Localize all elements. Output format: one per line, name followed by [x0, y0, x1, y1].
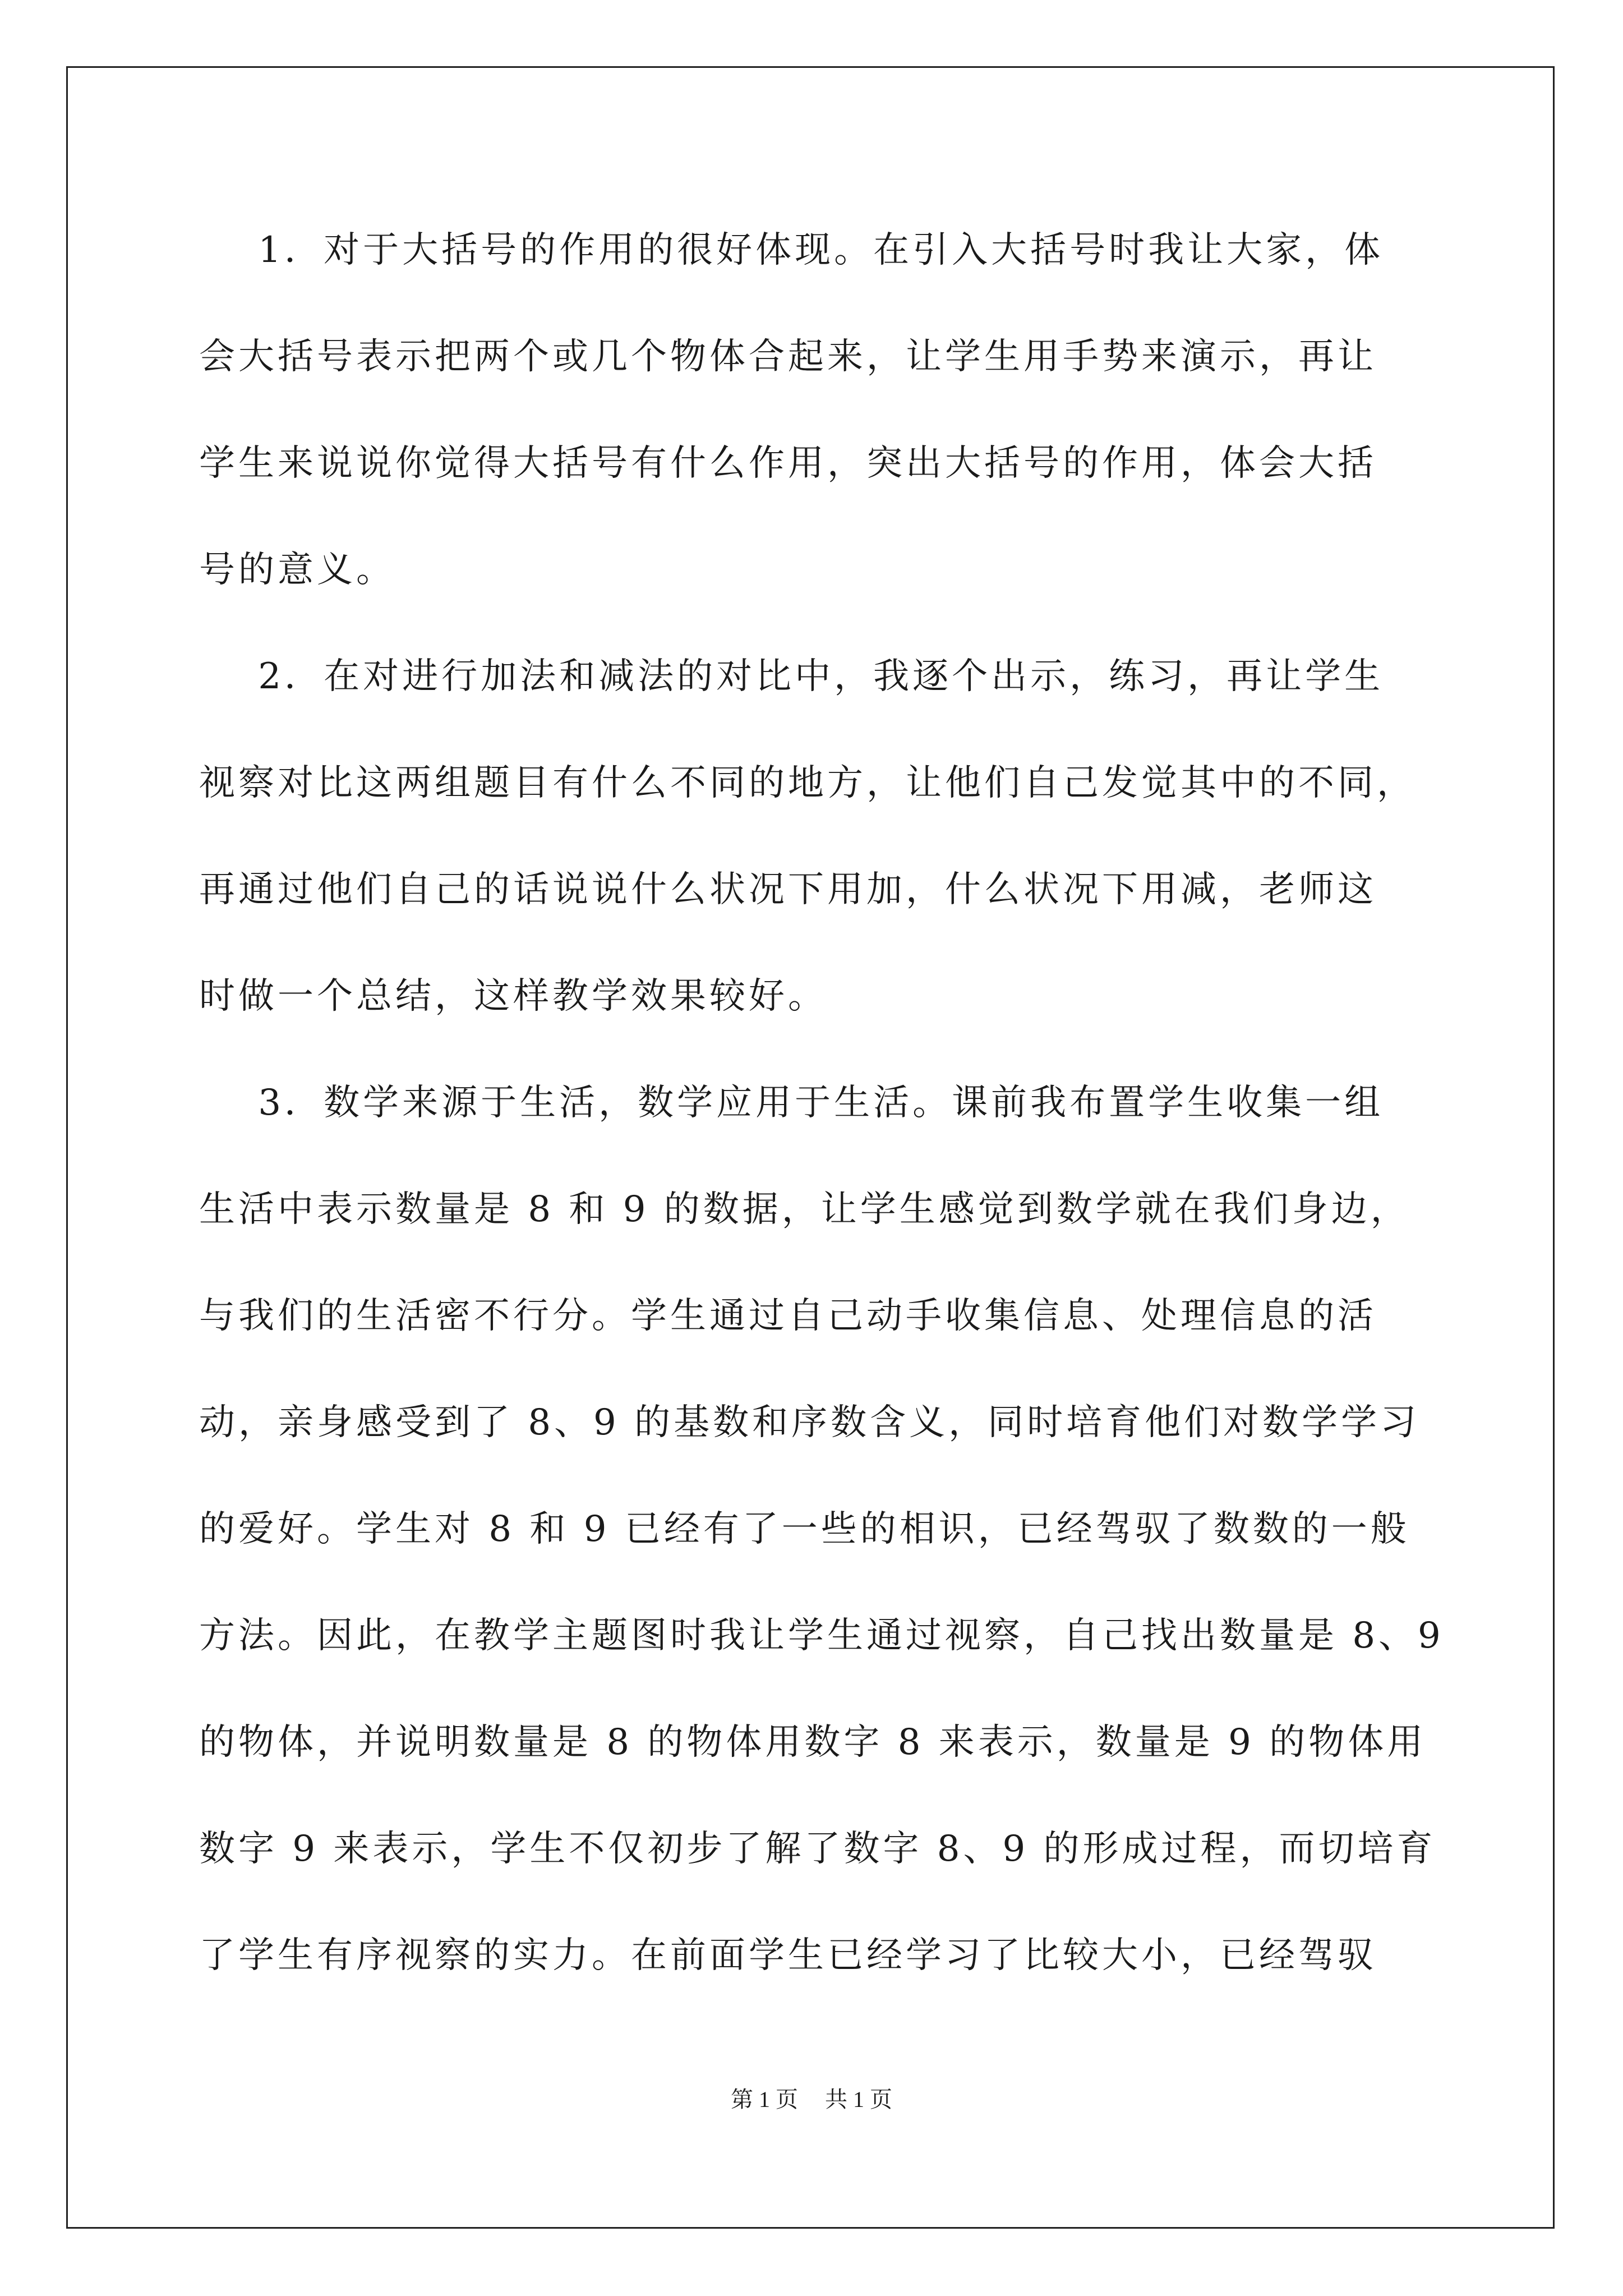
text-line: 动，亲身感受到了 8、9 的基数和序数含义，同时培育他们对数学学习: [199, 1402, 1420, 1443]
page-total: 共 1 页: [825, 2087, 892, 2112]
text-line: 2．在对进行加法和减法的对比中，我逐个出示，练习，再让学生: [199, 656, 1384, 697]
text-line: 时做一个总结，这样教学效果较好。: [199, 976, 827, 1017]
text-line: 学生来说说你觉得大括号有什么作用，突出大括号的作用，体会大括: [199, 443, 1377, 484]
text-line: 的物体，并说明数量是 8 的物体用数字 8 来表示，数量是 9 的物体用: [199, 1722, 1427, 1763]
text-line: 会大括号表示把两个或几个物体合起来，让学生用手势来演示，再让: [199, 336, 1377, 378]
text-line: 3．数学来源于生活，数学应用于生活。课前我布置学生收集一组: [199, 1082, 1384, 1124]
text-line: 方法。因此，在教学主题图时我让学生通过视察，自己找出数量是 8、9: [199, 1615, 1444, 1657]
text-line: 了学生有序视察的实力。在前面学生已经学习了比较大小，已经驾驭: [199, 1935, 1377, 1976]
text-line: 1．对于大括号的作用的很好体现。在引入大括号时我让大家，体: [199, 229, 1384, 271]
text-line: 号的意义。: [199, 549, 395, 591]
page-number: 第 1 页: [731, 2087, 798, 2112]
page-border: [66, 66, 1555, 2229]
text-line: 视察对比这两组题目有什么不同的地方，让他们自己发觉其中的不同，: [199, 762, 1416, 804]
text-line: 数字 9 来表示，学生不仅初步了解了数字 8、9 的形成过程，而切培育: [199, 1828, 1436, 1870]
text-line: 与我们的生活密不行分。学生通过自己动手收集信息、处理信息的活: [199, 1295, 1377, 1337]
text-line: 再通过他们自己的话说说什么状况下用加，什么状况下用减，老师这: [199, 869, 1377, 910]
page-footer: [0, 2084, 1623, 2115]
text-line: 的爱好。学生对 8 和 9 已经有了一些的相识，已经驾驭了数数的一般: [199, 1508, 1410, 1550]
text-line: 生活中表示数量是 8 和 9 的数据，让学生感觉到数学就在我们身边，: [199, 1189, 1410, 1230]
